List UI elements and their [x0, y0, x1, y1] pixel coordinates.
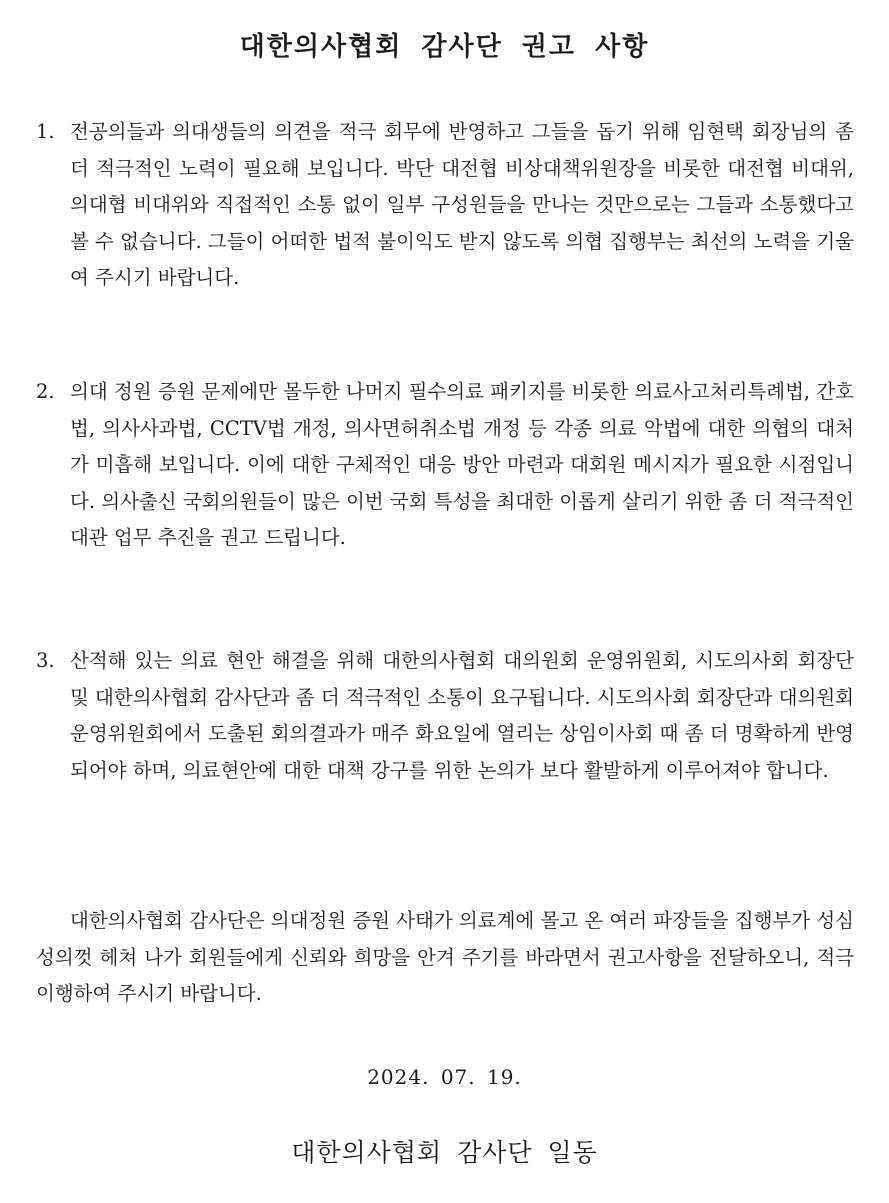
closing-paragraph: 대한의사협회 감사단은 의대정원 증원 사태가 의료계에 몰고 온 여러 파장들을 집행부가 성심성의껏 헤쳐 나가 회원들에게 신뢰와 희망을 안겨 주기를 바라면서 권고사항을 전달하오니, 적극 이행하여 주시기 바랍니다. [36, 909, 854, 1005]
item-text: 전공의들과 의대생들의 의견을 적극 회무에 반영하고 그들을 돕기 위해 임현택 회장님의 좀 더 적극적인 노력이 필요해 보입니다. 박단 대전협 비상대책위원장을 비롯한 대전협 비대위, 의대협 비대위와 직접적인 소통 없이 일부 구성원들을 만나는 것만으로는 그들과 소통했다고 볼 수 없습니다. 그들이 어떠한 법적 불이익도 받지 않도록 의협 집행부는 최선의 노력을 기울여 주시기 바랍니다. [70, 120, 854, 289]
item-number: 1. [36, 120, 55, 143]
document-date: 2024. 07. 19. [367, 1065, 522, 1089]
item-text: 산적해 있는 의료 현안 해결을 위해 대한의사협회 대의원회 운영위원회, 시도의사회 회장단 및 대한의사협회 감사단과 좀 더 적극적인 소통이 요구됩니다. 시도의사회 회장단과 대의원회 운영위원회에서 도출된 회의결과가 매주 화요일에 열리는 상임이사회 때 좀 더 명확하게 반영되어야 하며, 의료현안에 대한 대책 강구를 위한 논의가 보다 활발하게 이루어져야 합니다. [70, 649, 854, 782]
item-text: 의대 정원 증원 문제에만 몰두한 나머지 필수의료 패키지를 비롯한 의료사고처리특례법, 간호법, 의사사과법, CCTV법 개정, 의사면허취소법 개정 등 각종 의료 악법에 대한 의협의 대처가 미흡해 보입니다. 이에 대한 구체적인 대응 방안 마련과 대회원 메시지가 필요한 시점입니다. 의사출신 국회의원들이 많은 이번 국회 특성을 최대한 이롭게 살리기 위한 좀 더 적극적인 대관 업무 추진을 권고 드립니다. [70, 380, 854, 549]
signature-line: 대한의사협회 감사단 일동 [291, 1138, 598, 1167]
document-title: 대한의사협회 감사단 권고 사항 [239, 32, 650, 62]
recommendation-item-1 [36, 114, 854, 297]
recommendation-item-2 [36, 374, 854, 557]
item-number: 3. [36, 649, 55, 672]
item-number: 2. [36, 380, 55, 403]
recommendation-item-3 [36, 643, 854, 789]
